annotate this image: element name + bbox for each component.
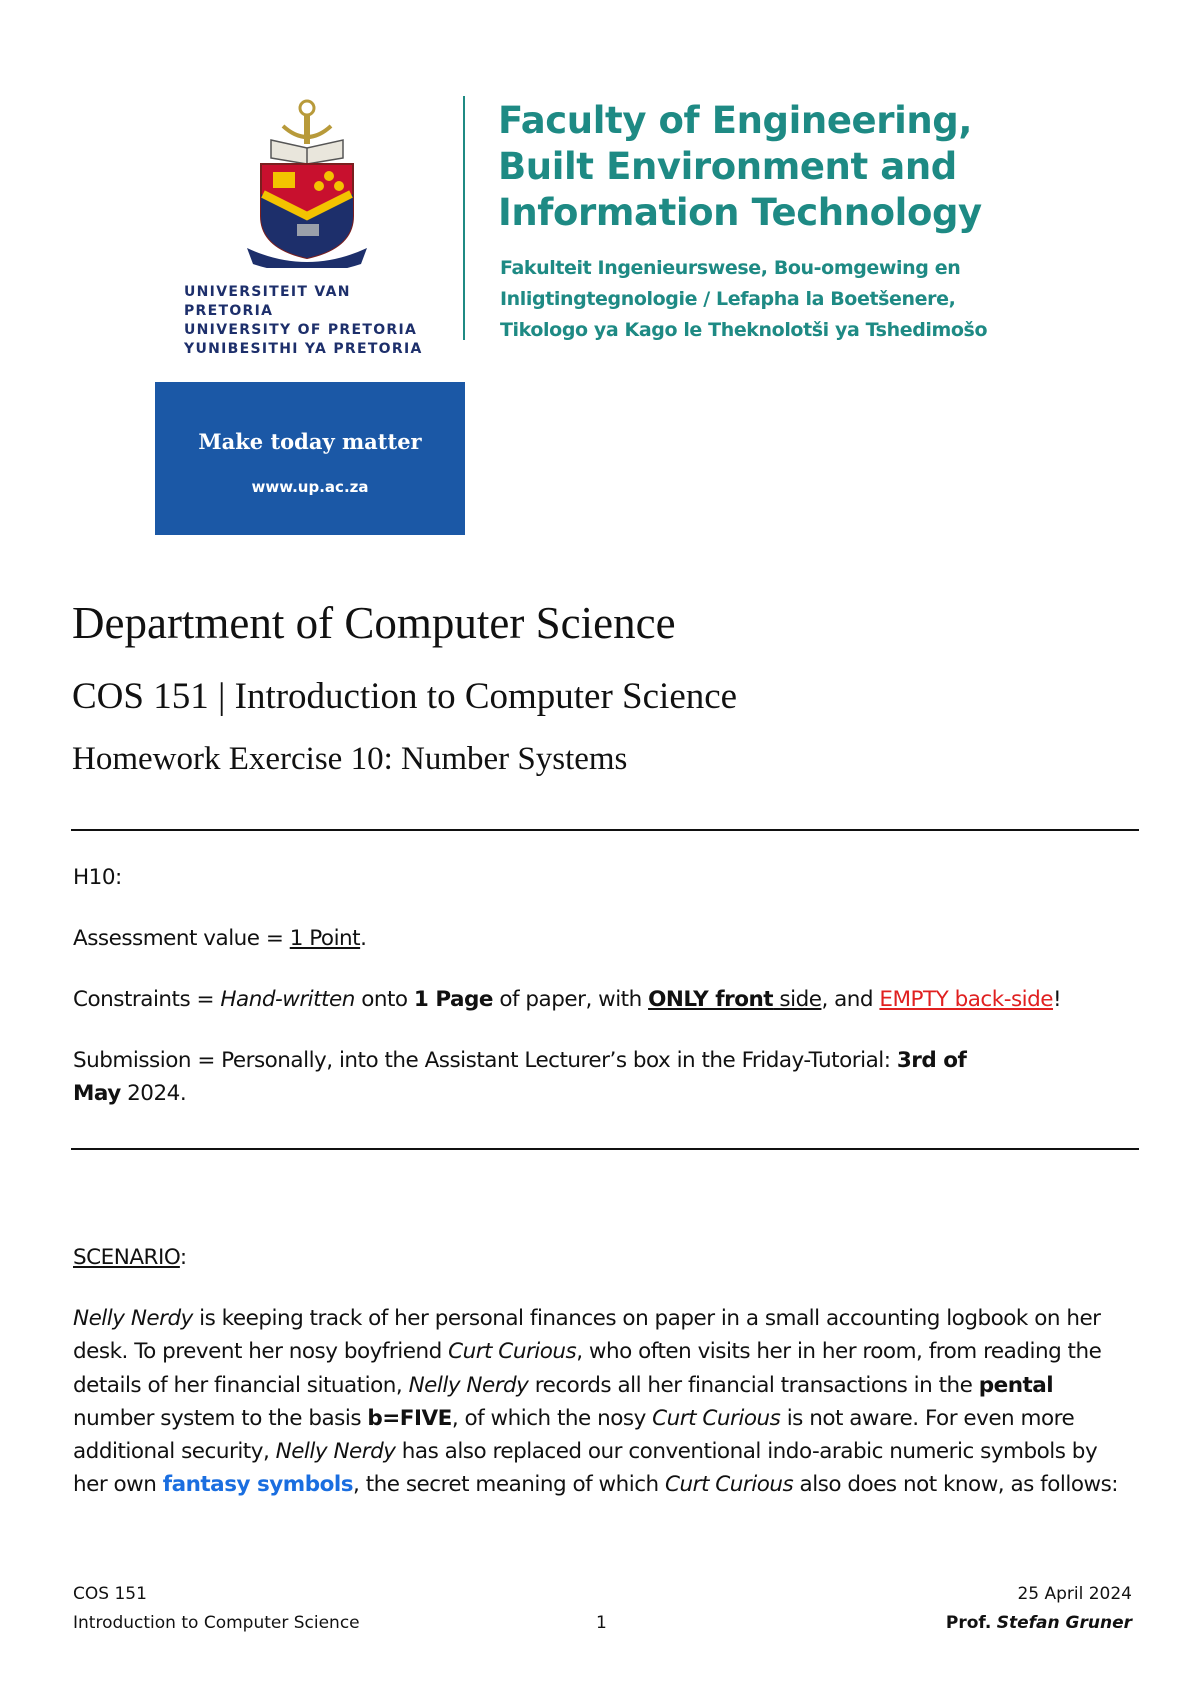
faculty-translation-line: Inligtingtegnologie / Lefapha la Boetšenere, — [500, 288, 956, 310]
faculty-translation-line: Tikologo ya Kago le Theknolotši ya Tshedimošo — [500, 319, 988, 341]
constraints-text: of paper, with — [493, 987, 649, 1012]
submission-label: Submission = Personally, into the Assistant Lecturer’s box in the Friday-Tutorial: — [73, 1048, 897, 1073]
scenario-text: is keeping track of her personal finances on paper in a small accounting logbook on her desk. To prevent her nosy boyfriend — [73, 1306, 1101, 1365]
side-text: side — [773, 987, 822, 1012]
footer-course-code: COS 151 — [73, 1584, 147, 1604]
submission-month: May — [73, 1081, 121, 1107]
university-name-sepedi: YUNIBESITHI YA PRETORIA — [184, 341, 423, 357]
department-title: Department of Computer Science — [72, 598, 676, 648]
faculty-line: Information Technology — [498, 191, 982, 234]
name-curt: Curt Curious — [665, 1472, 794, 1498]
footer-course-name: Introduction to Computer Science — [73, 1613, 360, 1633]
constraints-text: ! — [1053, 987, 1062, 1012]
name-nelly: Nelly Nerdy — [73, 1306, 193, 1331]
page-count: 1 Page — [413, 987, 494, 1012]
footer-author-name: Stefan Gruner — [996, 1613, 1132, 1633]
submission-line — [73, 1044, 1083, 1111]
scenario-text: also does not know, as follows: — [793, 1472, 1119, 1498]
assessment-label: Assessment value = — [73, 926, 290, 951]
faculty-translation-line: Fakulteit Ingenieurswese, Bou-omgewing en — [500, 257, 961, 279]
constraints-text: , and — [821, 987, 880, 1012]
faculty-line: Faculty of Engineering, — [498, 99, 973, 142]
name-nelly: Nelly Nerdy — [275, 1439, 396, 1465]
fantasy-symbols-term: fantasy symbols — [162, 1472, 354, 1498]
bottom-divider — [71, 1148, 1139, 1150]
university-name-english: UNIVERSITY OF PRETORIA — [184, 322, 418, 338]
homework-title: Homework Exercise 10: Number Systems — [72, 741, 628, 777]
handwritten-text: Hand-written — [220, 987, 355, 1012]
name-curt: Curt Curious — [652, 1405, 781, 1431]
name-nelly: Nelly Nerdy — [408, 1372, 529, 1398]
basis-term: b=FIVE — [367, 1405, 452, 1431]
website-link[interactable]: www.up.ac.za — [251, 478, 369, 496]
scenario-heading — [73, 1241, 1133, 1274]
slogan-banner — [155, 382, 465, 535]
footer-prof: Prof. — [945, 1613, 992, 1633]
submission-date: 3rd of — [896, 1048, 967, 1073]
pental-term: pental — [978, 1372, 1054, 1398]
slogan-text: Make today matter — [198, 429, 422, 454]
constraints-label: Constraints = — [73, 987, 221, 1012]
constraints-line — [73, 983, 1133, 1016]
university-crest-logo — [243, 98, 371, 268]
only-front-text: ONLY front — [648, 987, 774, 1012]
scenario-colon: : — [179, 1245, 187, 1270]
university-name-afrikaans: UNIVERSITEIT VAN PRETORIA — [184, 284, 351, 319]
submission-year: 2024. — [120, 1081, 187, 1107]
footer-author — [946, 1613, 1132, 1633]
assessment-value: 1 Point — [289, 926, 361, 951]
footer-page-number: 1 — [596, 1613, 607, 1633]
scenario-paragraph — [73, 1302, 1133, 1502]
scenario-text: , of which the nosy — [451, 1405, 653, 1431]
scenario-text: has also replaced our conventional indo-arabic numeric symbols by her own — [73, 1439, 1098, 1498]
empty-back-side-text: EMPTY back-side — [879, 987, 1054, 1012]
name-curt: Curt Curious — [448, 1339, 577, 1365]
scenario-text: , the secret meaning of which — [353, 1472, 666, 1498]
assessment-line: Assessment value = 1 Point. — [73, 926, 367, 951]
faculty-line: Built Environment and — [498, 145, 957, 188]
scenario-heading-text: SCENARIO — [73, 1245, 180, 1270]
constraints-text: onto — [354, 987, 414, 1012]
scenario-text: number system to the basis — [73, 1405, 368, 1431]
header-divider — [463, 96, 465, 340]
faculty-name-translations — [500, 253, 1120, 346]
university-names — [184, 283, 424, 359]
top-divider — [71, 829, 1139, 831]
exercise-code: H10: — [73, 865, 122, 890]
scenario-text: , who often visits her in her room, from reading the details of her financial situation, — [73, 1339, 1102, 1398]
front-side-text — [648, 987, 821, 1012]
faculty-name-english — [498, 98, 1118, 236]
footer-date: 25 April 2024 — [1017, 1584, 1132, 1604]
scenario-text: records all her financial transactions in the — [528, 1372, 979, 1398]
course-title: COS 151 | Introduction to Computer Science — [72, 676, 738, 717]
scenario-text: is not aware. For even more additional security, — [73, 1405, 1075, 1465]
